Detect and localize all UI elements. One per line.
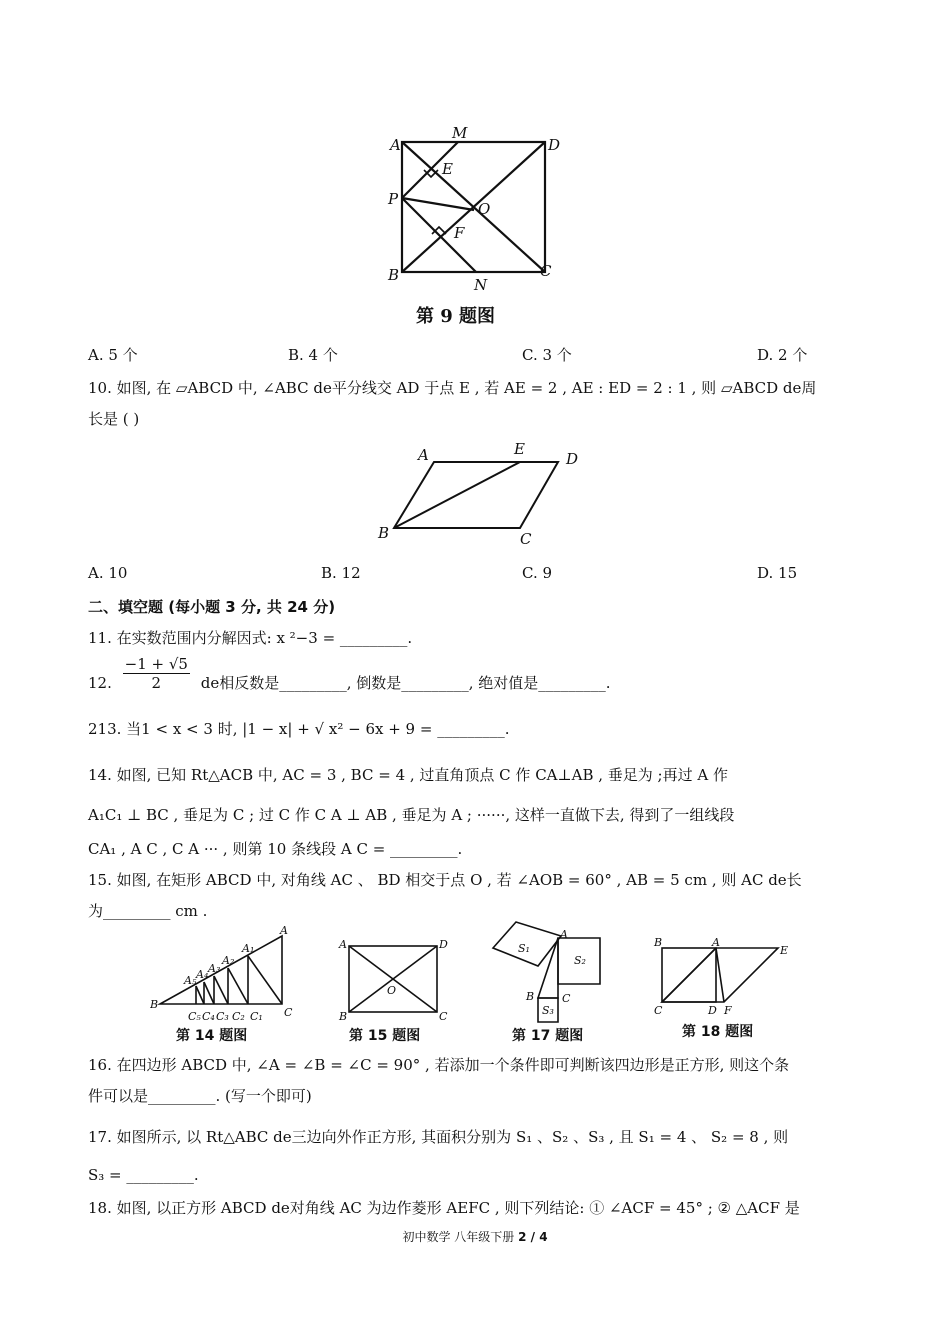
q18-label-f: F — [724, 1004, 732, 1017]
q11-text: 11. 在实数范围内分解因式: x ²−3 = _________. — [88, 629, 413, 647]
q15-figure-caption: 第 15 题图 — [349, 1028, 421, 1044]
q10-label-b: B — [378, 524, 390, 542]
q18-figure — [648, 934, 798, 1044]
q10-option-a: A. 10 — [88, 564, 128, 582]
q14-seg-c4a5 — [196, 986, 204, 1004]
q17-figure-caption: 第 17 题图 — [512, 1028, 584, 1044]
q14-figure-caption: 第 14 题图 — [176, 1028, 248, 1044]
q18-figure-caption: 第 18 题图 — [682, 1024, 754, 1040]
q14-line-2: A₁C₁ ⊥ BC , 垂足为 C ; 过 C 作 C A ⊥ AB , 垂足为 A ; ······, 这样一直做下去, 得到了一组线段 — [88, 806, 735, 824]
footer-page-number: 2 / 4 — [518, 1230, 548, 1244]
q9-figure-caption: 第 9 题图 — [416, 306, 496, 327]
q12-prefix: 12. — [88, 673, 112, 692]
footer-text: 初中数学 八年级下册 — [402, 1230, 515, 1244]
q10-label-a: A — [418, 446, 429, 464]
q14-label-a3: A₃ — [208, 962, 221, 975]
q9-label-c: C — [540, 262, 552, 280]
q14-triangle — [160, 936, 282, 1004]
q9-label-a: A — [390, 136, 401, 154]
section-2-title: 二、填空题 (每小题 3 分, 共 24 分) — [88, 598, 336, 616]
q14-line-1: 14. 如图, 已知 Rt△ACB 中, AC = 3 , BC = 4 , 过直角顶点 C 作 CA⊥AB , 垂足为 ;再过 A 作 — [88, 766, 728, 784]
q12-denominator: 2 — [151, 674, 162, 692]
q15-line-2: 为_________ cm . — [88, 902, 208, 920]
q17-label-s3: S₃ — [542, 1004, 554, 1017]
q16-line-1: 16. 在四边形 ABCD 中, ∠A = ∠B = ∠C = 90° , 若添加一个条件即可判断该四边形是正方形, 则这个条 — [88, 1056, 790, 1074]
q14-figure — [150, 926, 300, 1044]
q17-triangle — [538, 938, 558, 998]
q14-label-c2: C₂ — [232, 1010, 245, 1023]
q14-label-a5: A₅ — [184, 974, 197, 987]
q10-label-c: C — [520, 530, 532, 548]
q9-label-o: O — [478, 200, 491, 218]
q14-label-c1: C₁ — [250, 1010, 263, 1023]
q10-option-c: C. 9 — [522, 564, 553, 582]
q15-label-b: B — [339, 1010, 348, 1023]
q17-line-1: 17. 如图所示, 以 Rt△ABC de三边向外作正方形, 其面积分别为 S₁ 、S₂ 、S₃ , 且 S₁ = 4 、 S₂ = 8 , 则 — [88, 1128, 789, 1146]
q18-label-c: C — [654, 1004, 663, 1017]
q15-line-1: 15. 如图, 在矩形 ABCD 中, 对角线 AC 、 BD 相交于点 O , 若 ∠AOB = 60° , AB = 5 cm , 则 AC de长 — [88, 871, 802, 889]
q18-label-e: E — [780, 944, 789, 957]
q17-label-s2: S₂ — [574, 954, 586, 967]
q12 — [88, 655, 611, 692]
q10-label-e: E — [514, 440, 525, 458]
q18-segment-af — [716, 948, 724, 1002]
q15-label-c: C — [439, 1010, 448, 1023]
page-footer — [0, 1228, 950, 1245]
q10-line-1: 10. 如图, 在 ▱ABCD 中, ∠ABC de平分线交 AD 于点 E , 若 AE = 2 , AE : ED = 2 : 1 , 则 ▱ABCD de周 — [88, 379, 817, 397]
q14-seg-c2a3 — [214, 976, 228, 1004]
q9-label-m: M — [452, 124, 468, 142]
q14-label-c: C — [284, 1006, 293, 1019]
q17-label-s1: S₁ — [518, 942, 530, 955]
q14-label-c4: C₄ — [202, 1010, 215, 1023]
q16-line-2: 件可以是_________. (写一个即可) — [88, 1087, 312, 1105]
q17-label-c: C — [562, 992, 571, 1005]
q10-option-d: D. 15 — [757, 564, 798, 582]
q17-label-b: B — [526, 990, 535, 1003]
q15-label-a: A — [339, 938, 347, 951]
q15-figure — [335, 936, 455, 1044]
q10-figure — [360, 440, 620, 550]
q12-rest: de相反数是_________, 倒数是_________, 绝对值是_________. — [200, 673, 611, 692]
q9-label-n: N — [474, 276, 488, 294]
q14-line-3: CA₁ , A C , C A ··· , 则第 10 条线段 A C = _________. — [88, 840, 463, 858]
q14-label-a1: A₁ — [242, 942, 255, 955]
q14-label-c3: C₃ — [216, 1010, 229, 1023]
q18-label-a: A — [712, 936, 720, 949]
q12-numerator: −1 + √5 — [124, 655, 188, 673]
q9-option-d: D. 2 个 — [757, 346, 808, 364]
q17-figure — [488, 918, 618, 1044]
q10-line-2: 长是 ( ) — [88, 410, 140, 428]
q9-option-b: B. 4 个 — [288, 346, 338, 364]
q14-label-a: A — [280, 926, 288, 937]
q9-option-c: C. 3 个 — [522, 346, 572, 364]
q14-seg-c3a4 — [204, 982, 214, 1004]
q14-label-b: B — [150, 998, 159, 1011]
q9-label-p: P — [388, 190, 399, 208]
q15-label-o: O — [387, 984, 397, 997]
q18-line-1: 18. 如图, 以正方形 ABCD de对角线 AC 为边作菱形 AEFC , 则下列结论: ① ∠ACF = 45° ; ② △ACF 是 — [88, 1199, 800, 1217]
q14-seg-c1a2 — [228, 968, 248, 1004]
q10-label-d: D — [566, 450, 579, 468]
q9-label-e: E — [442, 160, 453, 178]
q9-label-f: F — [454, 224, 465, 242]
q9-figure — [380, 122, 570, 332]
q14-seg-ca1 — [248, 956, 282, 1004]
q17-line-2: S₃ = _________. — [88, 1166, 199, 1184]
q12-fraction — [123, 655, 190, 692]
q14-label-a2: A₂ — [222, 954, 235, 967]
q14-label-c5: C₅ — [188, 1010, 201, 1023]
q17-label-a: A — [560, 928, 568, 941]
q14-label-a4: A₄ — [196, 968, 209, 981]
q9-option-a: A. 5 个 — [88, 346, 138, 364]
q10-option-b: B. 12 — [321, 564, 361, 582]
q13-text: 213. 当1 < x < 3 时, |1 − x| + √ x² − 6x + 9 = _________. — [88, 720, 510, 738]
q10-parallelogram — [394, 462, 558, 528]
q9-label-d: D — [548, 136, 561, 154]
q18-label-b: B — [654, 936, 663, 949]
q15-label-d: D — [439, 938, 448, 951]
q9-label-b: B — [388, 266, 400, 284]
q18-label-d: D — [708, 1004, 717, 1017]
